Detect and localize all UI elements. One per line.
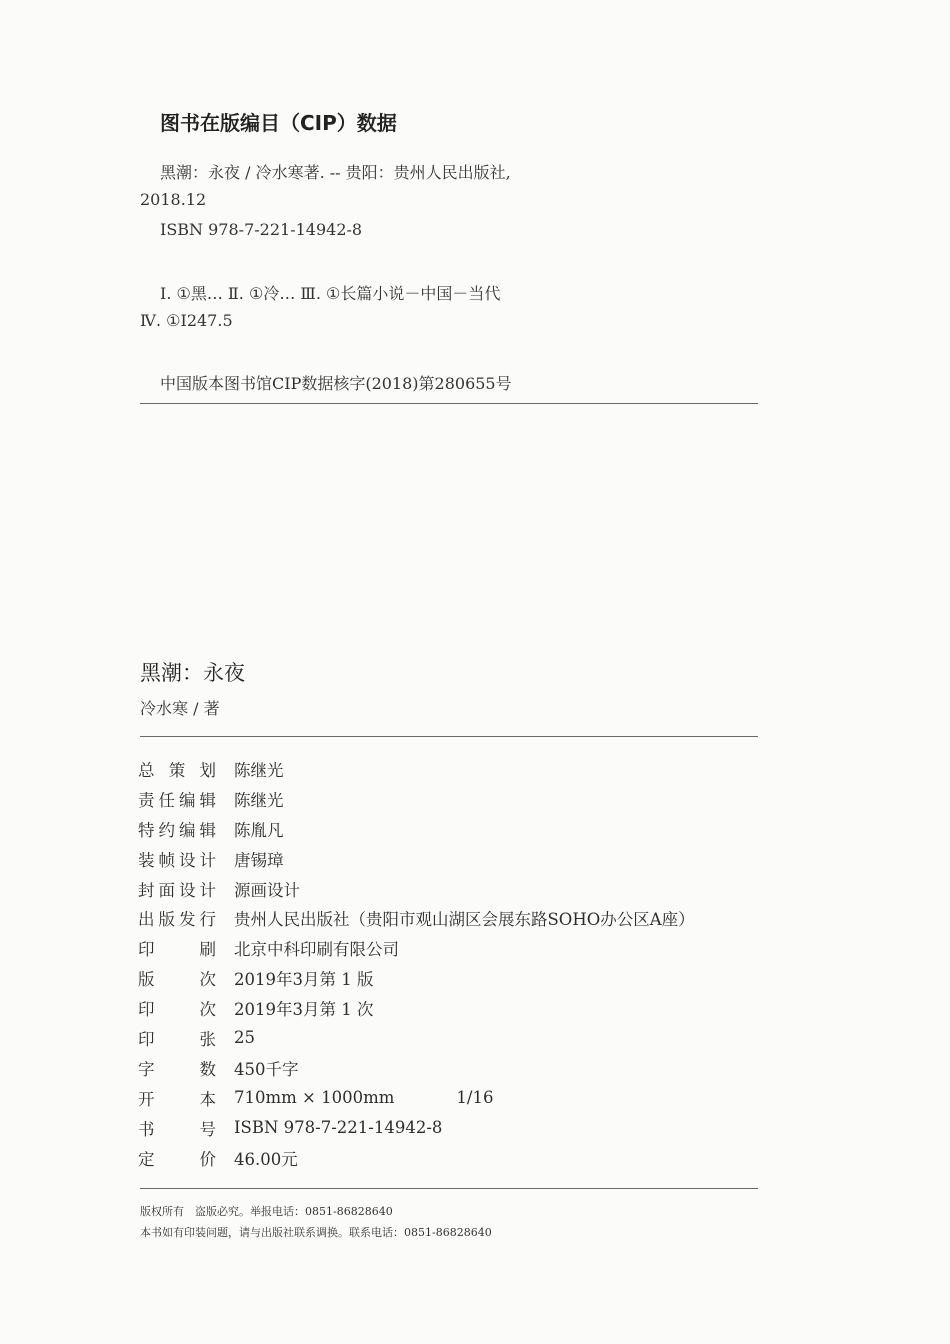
credit-value: 贵州人民出版社（贵阳市观山湖区会展东路SOHO办公区A座） <box>234 910 695 930</box>
credit-value: 陈胤凡 <box>234 820 284 840</box>
credit-label: 印 张 <box>138 1029 216 1049</box>
credit-label: 出 版 发 行 <box>138 910 216 930</box>
credit-row <box>138 933 778 963</box>
credits-list <box>138 754 778 1172</box>
credit-label: 装 帧 设 计 <box>138 850 216 870</box>
book-author: 冷水寒 / 著 <box>140 699 220 718</box>
credit-value: 2019年3月第 1 次 <box>234 1000 374 1020</box>
credit-value: 北京中科印刷有限公司 <box>234 940 399 960</box>
credit-label: 字 数 <box>138 1059 216 1079</box>
credit-row <box>138 784 778 814</box>
footer-divider <box>140 1188 758 1189</box>
title-divider <box>140 736 758 737</box>
copyright-notice: 版权所有 盗版必究。举报电话：0851-86828640 <box>140 1205 393 1218</box>
credit-row <box>138 844 778 874</box>
credit-label: 责 任 编 辑 <box>138 790 216 810</box>
credit-row <box>138 963 778 993</box>
cip-subjects: Ⅰ. ①黑… Ⅱ. ①冷… Ⅲ. ①长篇小说－中国－当代 <box>160 284 501 303</box>
credit-value: 陈继光 <box>234 760 284 780</box>
cip-catalog-line: 黑潮：永夜 / 冷水寒著. -- 贵阳：贵州人民出版社, <box>160 163 511 182</box>
credit-value: 陈继光 <box>234 790 284 810</box>
cip-isbn: ISBN 978-7-221-14942-8 <box>160 220 363 239</box>
credit-value: 46.00元 <box>234 1149 298 1169</box>
credit-value: 源画设计 <box>234 880 300 900</box>
credit-row <box>138 1143 778 1173</box>
cip-number: 中国版本图书馆CIP数据核字(2018)第280655号 <box>160 374 512 393</box>
credit-row <box>138 1113 778 1143</box>
credit-row <box>138 1023 778 1053</box>
credit-label: 印 次 <box>138 1000 216 1020</box>
cip-heading: 图书在版编目（CIP）数据 <box>160 111 397 135</box>
contact-notice: 本书如有印装问题，请与出版社联系调换。联系电话：0851-86828640 <box>140 1226 492 1239</box>
credit-row <box>138 874 778 904</box>
cip-date: 2018.12 <box>140 190 207 209</box>
credit-value: 450千字 <box>234 1059 299 1079</box>
credit-row <box>138 903 778 933</box>
credit-row <box>138 993 778 1023</box>
credit-label: 定 价 <box>138 1149 216 1169</box>
credit-value: 唐锡璋 <box>234 850 284 870</box>
credit-label: 版 次 <box>138 970 216 990</box>
credit-value: 2019年3月第 1 版 <box>234 970 374 990</box>
credit-value: 710mm × 1000mm <box>234 1088 395 1108</box>
credit-format: 1/16 <box>456 1088 494 1108</box>
credit-row <box>138 1083 778 1113</box>
credit-value: 25 <box>234 1028 255 1048</box>
credit-label: 封 面 设 计 <box>138 880 216 900</box>
cip-classification: Ⅳ. ①I247.5 <box>140 311 233 330</box>
credit-value: ISBN 978-7-221-14942-8 <box>234 1118 443 1138</box>
credit-row <box>138 1053 778 1083</box>
credit-row <box>138 814 778 844</box>
credit-row <box>138 754 778 784</box>
book-title: 黑潮：永夜 <box>140 661 245 685</box>
credit-label: 开 本 <box>138 1089 216 1109</box>
credit-label: 总 策 划 <box>138 760 216 780</box>
credit-label: 印 刷 <box>138 940 216 960</box>
credit-label: 书 号 <box>138 1119 216 1139</box>
credit-label: 特 约 编 辑 <box>138 820 216 840</box>
cip-divider <box>140 403 758 404</box>
